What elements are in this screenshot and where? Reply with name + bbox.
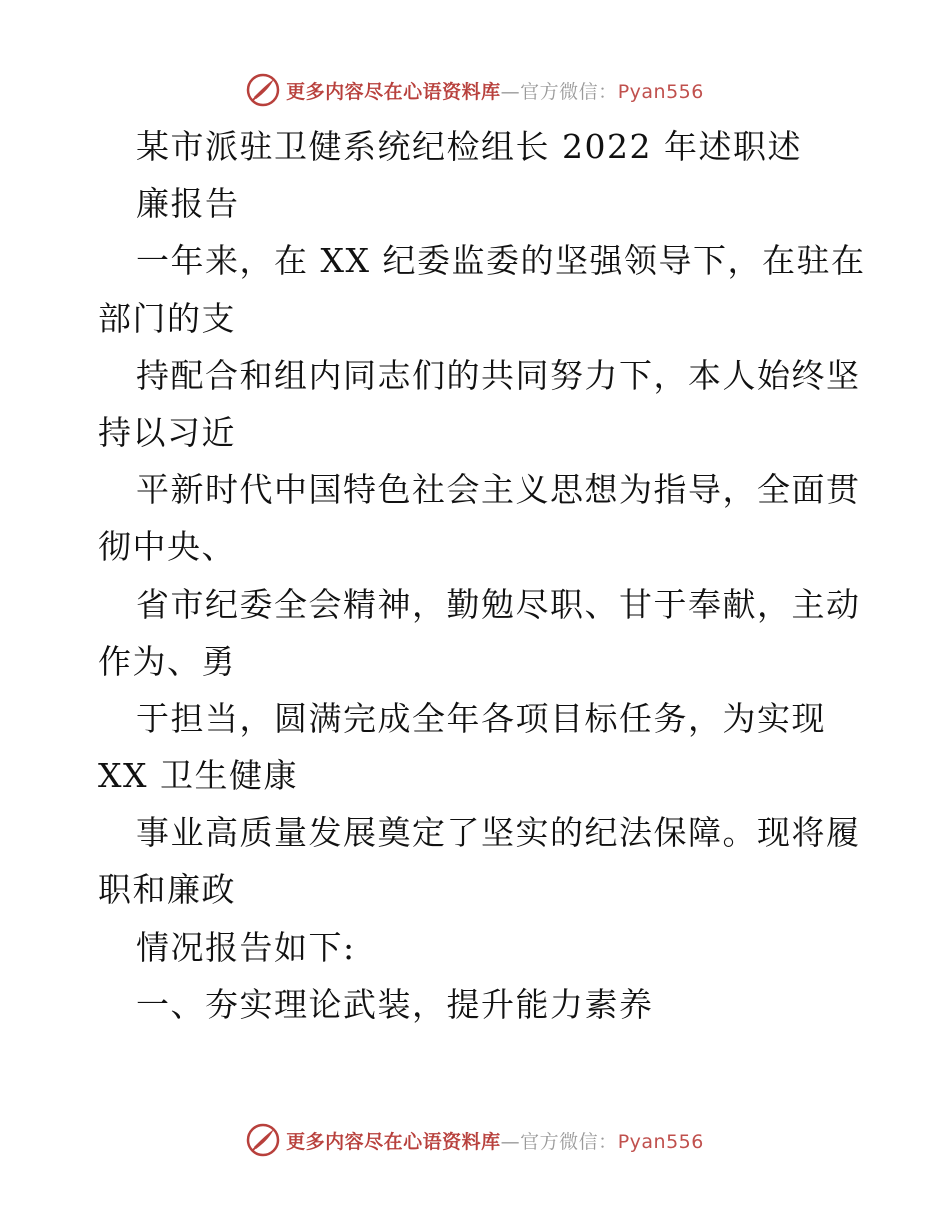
header-watermark bbox=[0, 70, 950, 110]
text-line: 省市纪委全会精神，勤勉尽职、甘于奉献，主动 bbox=[136, 584, 861, 624]
quill-logo-icon bbox=[246, 1123, 280, 1157]
text-line: 情况报告如下: bbox=[136, 927, 356, 967]
text-line: 平新时代中国特色社会主义思想为指导，全面贯 bbox=[136, 470, 861, 510]
watermark-text: 更多内容尽在心语资料库—官方微信：Pyan556 bbox=[286, 80, 704, 103]
text-line: 某市派驻卫健系统纪检组长 2022 年述职述 bbox=[136, 127, 802, 166]
text-line: 部门的支 bbox=[98, 298, 236, 338]
text-line: 一、夯实理论武装，提升能力素养 bbox=[136, 984, 654, 1024]
text-line: 职和廉政 bbox=[98, 870, 236, 910]
document-body bbox=[98, 118, 866, 1033]
text-line: 事业高质量发展奠定了坚实的纪法保障。现将履 bbox=[136, 813, 861, 853]
text-line: 作为、勇 bbox=[98, 641, 236, 681]
text-line: 持以习近 bbox=[98, 412, 236, 452]
text-line: 一年来，在 XX 纪委监委的坚强领导下，在驻在 bbox=[136, 241, 866, 281]
text-line: XX 卫生健康 bbox=[98, 756, 298, 796]
quill-logo-icon bbox=[246, 73, 280, 107]
footer-watermark bbox=[0, 1120, 950, 1160]
text-line: 于担当，圆满完成全年各项目标任务，为实现 bbox=[136, 698, 826, 738]
text-line: 持配合和组内同志们的共同努力下，本人始终坚 bbox=[136, 355, 861, 395]
text-line: 廉报告 bbox=[136, 184, 240, 224]
watermark-text: 更多内容尽在心语资料库—官方微信：Pyan556 bbox=[286, 1130, 704, 1153]
text-line: 彻中央、 bbox=[98, 527, 236, 567]
